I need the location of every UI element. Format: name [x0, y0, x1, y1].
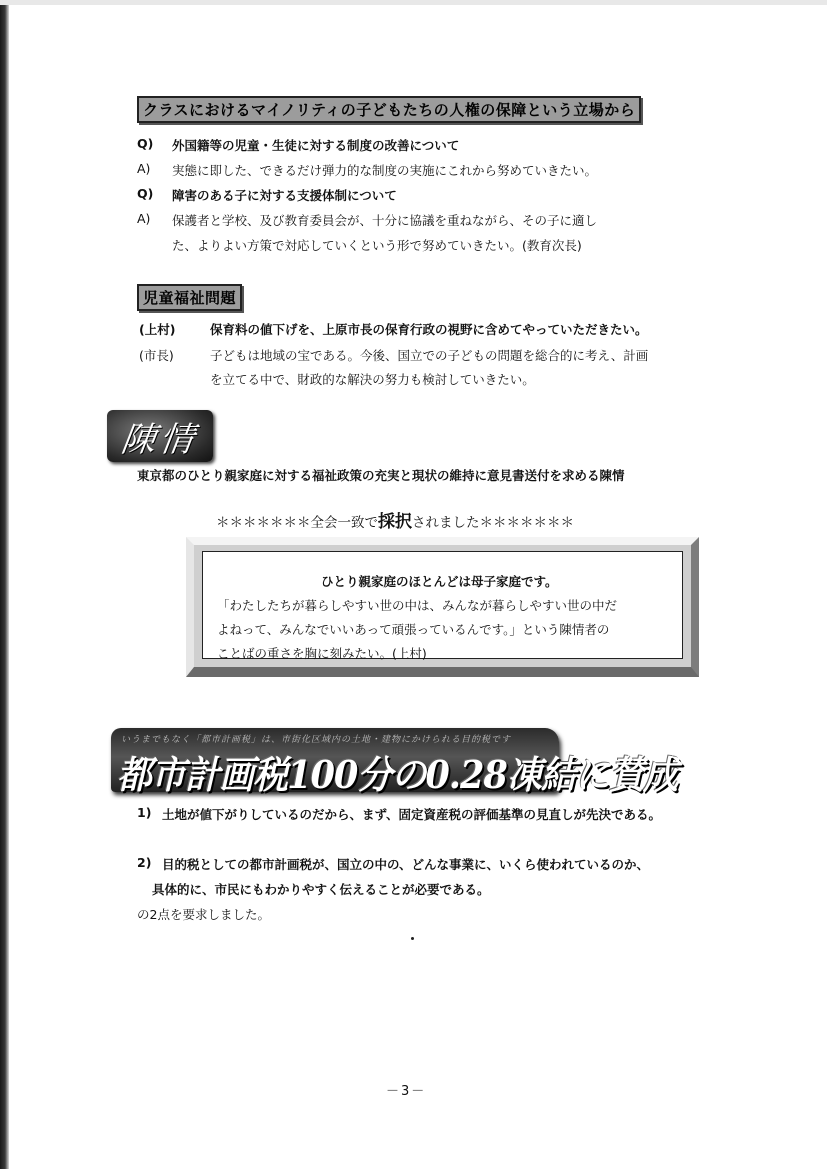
result-prefix: ＊＊＊＊＊＊＊全会一致で [216, 515, 378, 531]
qa-label: Q) [137, 136, 154, 151]
result-strong: 採択 [378, 512, 412, 532]
petition-badge [107, 410, 213, 462]
banner-title: 都市計画税100分の0.28凍結に賛成 [117, 752, 678, 797]
answer-text: た、よりよい方策で対応していくという形で努めていきたい。(教育次長) [172, 238, 582, 253]
scan-speck [411, 937, 414, 940]
question-text: 外国籍等の児童・生徒に対する制度の改善について [172, 138, 460, 153]
section2-heading: 児童福祉問題 [137, 284, 242, 311]
speaker-label: (市長) [139, 348, 174, 363]
quote-line: ことばの重さを胸に刻みたい。(上村) [217, 646, 427, 661]
qa-label: Q) [137, 186, 154, 201]
question-text: 障害のある子に対する支援体制について [172, 188, 397, 203]
petition-result [216, 507, 574, 532]
point-number: 1) [137, 805, 152, 820]
quote-headline: ひとり親家庭のほとんどは母子家庭です。 [321, 574, 558, 589]
answer-text: 保護者と学校、及び教育委員会が、十分に協議を重ねながら、その子に適し [172, 213, 598, 228]
qa-label: A) [137, 161, 151, 176]
statement-text: を立てる中で、財政的な解決の努力も検討していきたい。 [210, 372, 535, 387]
scan-edge-shadow [0, 0, 9, 1169]
point-text: 目的税としての都市計画税が、国立の中の、どんな事業に、いくら使われているのか、 [162, 857, 650, 872]
answer-text: 実態に即した、できるだけ弾力的な制度の実施にこれから努めていきたい。 [172, 163, 598, 178]
point-text: 具体的に、市民にもわかりやすく伝えることが必要である。 [152, 882, 490, 897]
quote-line: 「わたしたちが暮らしやすい世の中は、みんなが暮らしやすい世の中だ [217, 598, 618, 613]
scan-top-edge [0, 0, 827, 5]
quote-box-inner [202, 551, 683, 659]
banner-fine-text: いうまでもなく「都市計画税」は、市街化区域内の土地・建物にかけられる目的税です [121, 735, 512, 745]
closing-text: の2点を要求しました。 [137, 907, 270, 922]
point-number: 2) [137, 855, 152, 870]
result-suffix: されました＊＊＊＊＊＊＊ [412, 515, 574, 531]
point-text: 土地が値下がりしているのだから、まず、固定資産税の評価基準の見直しが先決である。 [162, 807, 662, 822]
petition-title: 東京都のひとり親家庭に対する福祉政策の充実と現状の維持に意見書送付を求める陳情 [137, 468, 625, 483]
statement-text: 保育料の値下げを、上原市長の保育行政の視野に含めてやっていただきたい。 [210, 322, 648, 337]
quote-box [186, 537, 699, 677]
quote-line: よねって、みんなでいいあって頑張っているんです。」という陳情者の [217, 622, 610, 637]
qa-label: A) [137, 211, 151, 226]
statement-text: 子どもは地域の宝である。今後、国立での子どもの問題を総合的に考え、計画 [210, 348, 649, 363]
tax-banner [111, 728, 678, 797]
petition-badge-text: 陳情 [118, 419, 201, 460]
page-number: －3－ [386, 1084, 427, 1099]
section1-heading: クラスにおけるマイノリティの子どもたちの人権の保障という立場から [137, 96, 641, 123]
speaker-label: (上村) [139, 322, 176, 337]
